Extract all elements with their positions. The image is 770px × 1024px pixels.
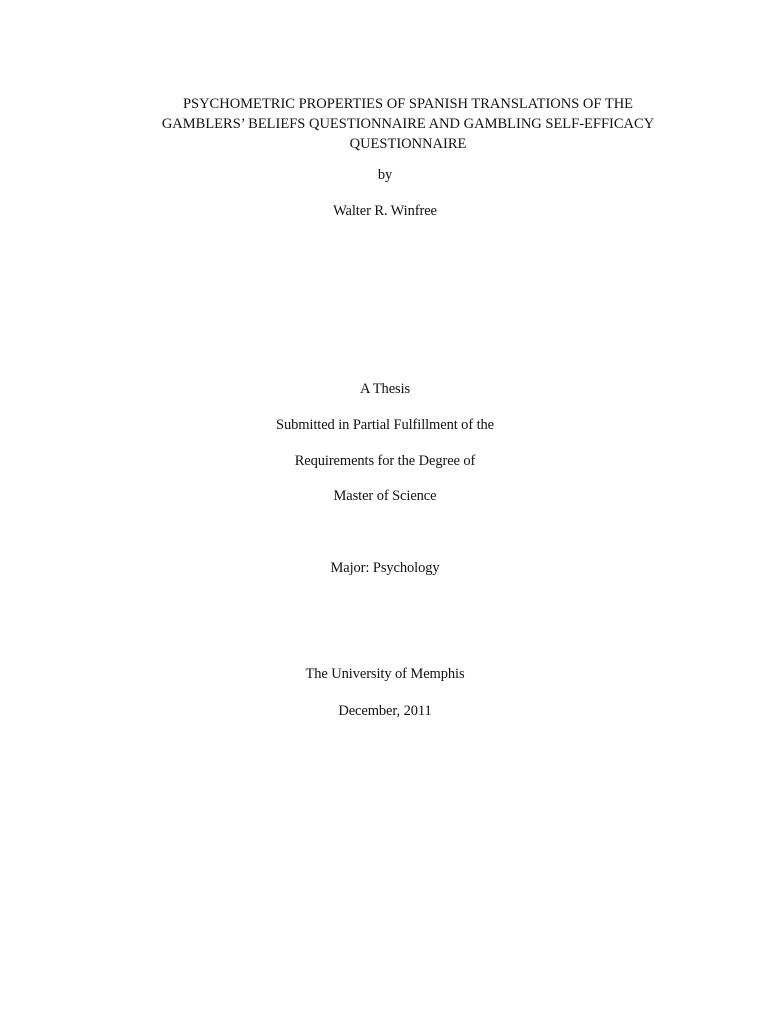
- title-line-1: PSYCHOMETRIC PROPERTIES OF SPANISH TRANSLATIONS OF THE: [182, 96, 634, 112]
- date-line: December, 2011: [338, 703, 432, 719]
- thesis-label: A Thesis: [359, 381, 411, 397]
- requirements-line: Requirements for the Degree of: [294, 453, 476, 469]
- university-line: The University of Memphis: [305, 666, 465, 682]
- thesis-title: [100, 94, 716, 154]
- major-line: Major: Psychology: [330, 560, 440, 576]
- title-line-3: QUESTIONNAIRE: [349, 136, 467, 152]
- degree-line: Master of Science: [333, 488, 437, 504]
- by-line: by: [377, 167, 393, 183]
- title-line-2: GAMBLERS’ BELIEFS QUESTIONNAIRE AND GAMBLING SELF-EFFICACY: [161, 116, 655, 132]
- author-name: Walter R. Winfree: [333, 203, 437, 219]
- submitted-line: Submitted in Partial Fulfillment of the: [275, 417, 494, 433]
